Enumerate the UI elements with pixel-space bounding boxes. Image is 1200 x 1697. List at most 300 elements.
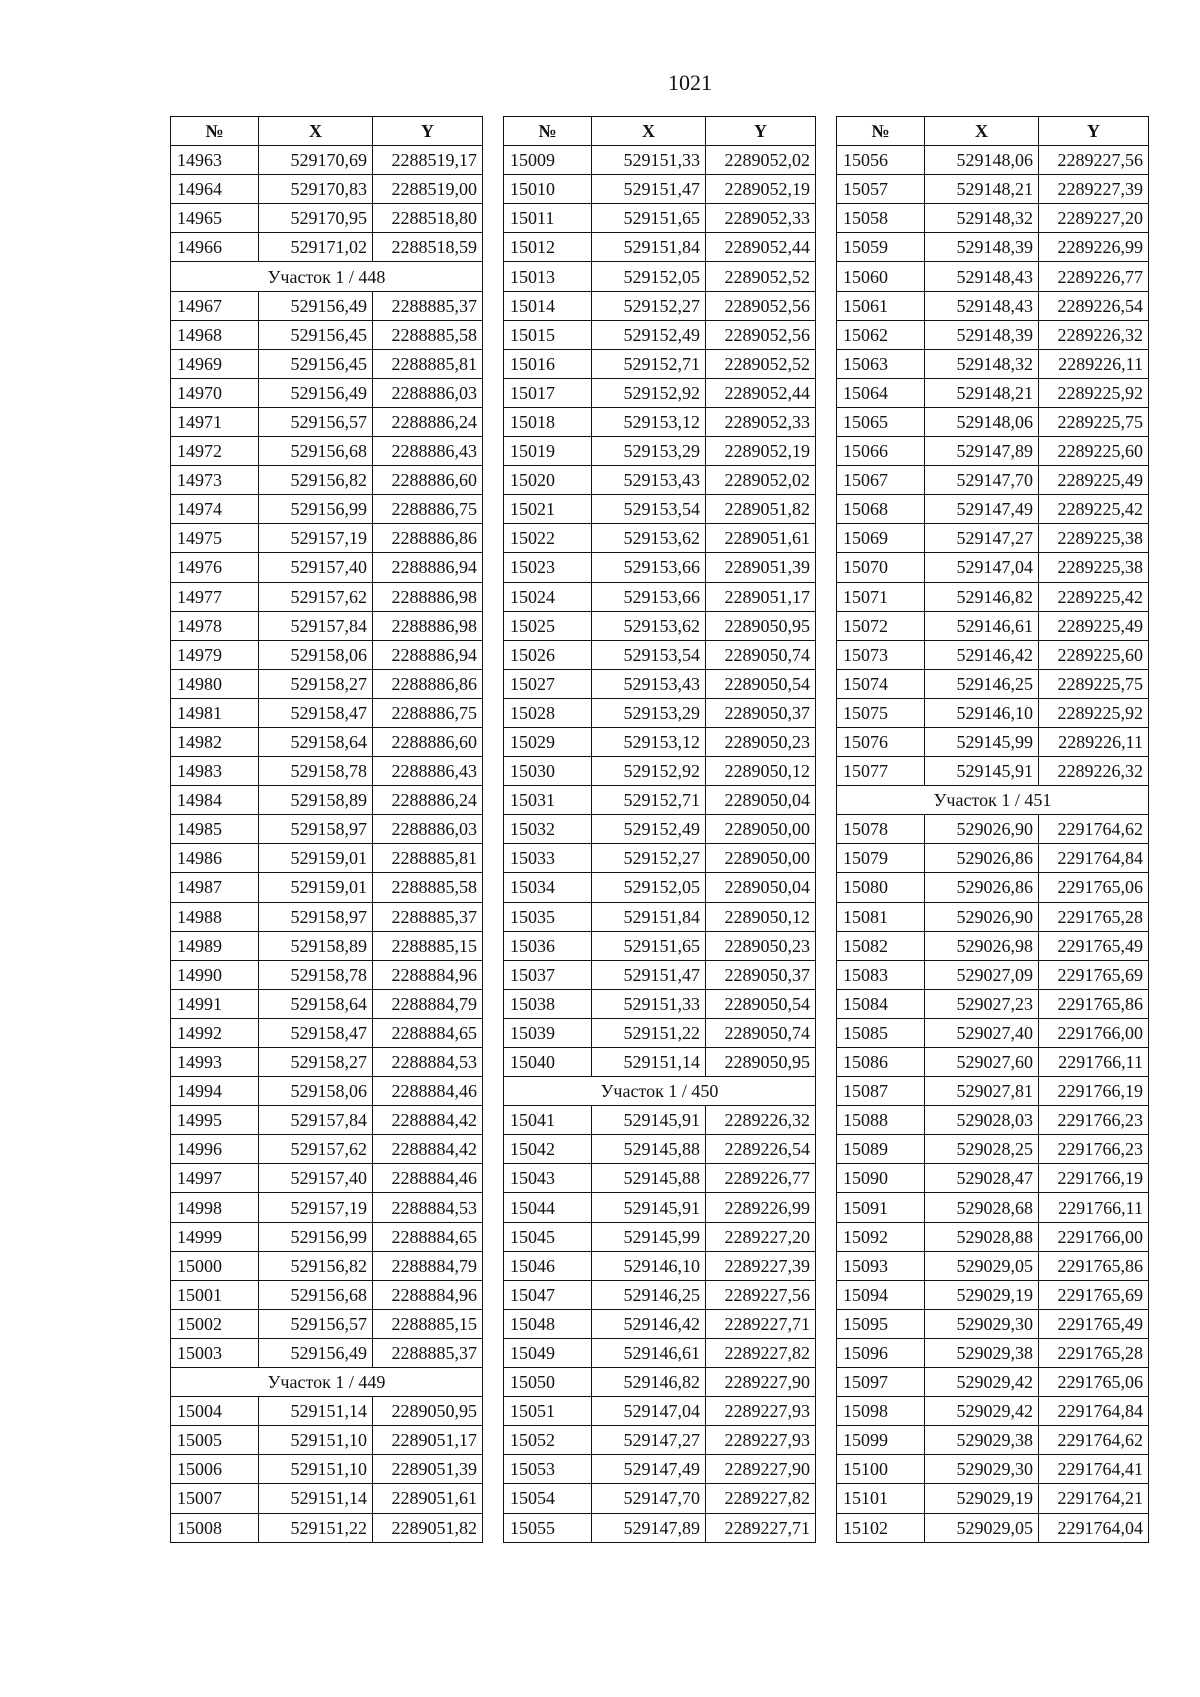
coordinate-table-3 [836, 116, 1149, 1543]
x-coordinate-cell: 529151,47 [592, 960, 706, 989]
point-number-cell: 15029 [504, 727, 592, 756]
y-coordinate-cell: 2289225,38 [1039, 524, 1149, 553]
table-row [837, 146, 1149, 175]
y-coordinate-cell: 2291764,41 [1039, 1455, 1149, 1484]
table-row [837, 902, 1149, 931]
point-number-cell: 15038 [504, 989, 592, 1018]
x-coordinate-cell: 529146,82 [592, 1368, 706, 1397]
y-coordinate-cell: 2291765,28 [1039, 1338, 1149, 1367]
point-number-cell: 15012 [504, 233, 592, 262]
y-coordinate-cell: 2289050,00 [706, 815, 816, 844]
y-coordinate-cell: 2288886,94 [373, 553, 483, 582]
point-number-cell: 15093 [837, 1251, 925, 1280]
point-number-cell: 14988 [171, 902, 259, 931]
y-coordinate-cell: 2289052,33 [706, 407, 816, 436]
y-coordinate-cell: 2288885,58 [373, 320, 483, 349]
y-coordinate-cell: 2288884,79 [373, 989, 483, 1018]
table-row [837, 378, 1149, 407]
y-coordinate-cell: 2289225,49 [1039, 466, 1149, 495]
y-coordinate-cell: 2289226,77 [1039, 262, 1149, 291]
x-coordinate-cell: 529148,06 [925, 407, 1039, 436]
table-row [504, 815, 816, 844]
y-coordinate-cell: 2288886,86 [373, 669, 483, 698]
y-coordinate-cell: 2289050,95 [706, 1048, 816, 1077]
x-coordinate-cell: 529147,89 [925, 437, 1039, 466]
table-row [837, 437, 1149, 466]
y-coordinate-cell: 2288884,96 [373, 1280, 483, 1309]
table-row [837, 1018, 1149, 1047]
table-row [504, 582, 816, 611]
x-coordinate-cell: 529145,88 [592, 1164, 706, 1193]
y-coordinate-cell: 2289052,44 [706, 233, 816, 262]
x-coordinate-cell: 529157,62 [259, 582, 373, 611]
y-coordinate-cell: 2289225,42 [1039, 582, 1149, 611]
table-row [504, 524, 816, 553]
x-coordinate-cell: 529147,70 [592, 1484, 706, 1513]
y-coordinate-cell: 2288886,60 [373, 466, 483, 495]
x-coordinate-cell: 529156,82 [259, 466, 373, 495]
x-coordinate-cell: 529152,27 [592, 844, 706, 873]
y-coordinate-cell: 2291765,49 [1039, 1309, 1149, 1338]
x-coordinate-cell: 529158,06 [259, 640, 373, 669]
y-coordinate-cell: 2291764,62 [1039, 815, 1149, 844]
y-coordinate-cell: 2289227,93 [706, 1426, 816, 1455]
x-coordinate-cell: 529148,39 [925, 233, 1039, 262]
point-number-cell: 15044 [504, 1193, 592, 1222]
x-coordinate-cell: 529026,98 [925, 931, 1039, 960]
table-row [504, 1426, 816, 1455]
x-coordinate-cell: 529158,27 [259, 1048, 373, 1077]
y-coordinate-cell: 2289227,39 [706, 1251, 816, 1280]
point-number-cell: 15019 [504, 437, 592, 466]
table-row [504, 1338, 816, 1367]
point-number-cell: 15025 [504, 611, 592, 640]
y-coordinate-cell: 2288884,42 [373, 1135, 483, 1164]
table-row [837, 349, 1149, 378]
table-row [171, 349, 483, 378]
x-coordinate-cell: 529151,14 [592, 1048, 706, 1077]
x-coordinate-cell: 529146,42 [592, 1309, 706, 1338]
section-label: Участок 1 / 451 [837, 786, 1149, 815]
table-row [504, 291, 816, 320]
point-number-cell: 15101 [837, 1484, 925, 1513]
x-coordinate-cell: 529156,49 [259, 378, 373, 407]
point-number-cell: 15020 [504, 466, 592, 495]
table-row [504, 175, 816, 204]
x-coordinate-cell: 529029,19 [925, 1484, 1039, 1513]
y-coordinate-cell: 2289227,20 [706, 1222, 816, 1251]
point-number-cell: 15095 [837, 1309, 925, 1338]
x-coordinate-cell: 529156,45 [259, 349, 373, 378]
x-coordinate-cell: 529152,92 [592, 757, 706, 786]
table-row [171, 1338, 483, 1367]
point-number-cell: 14979 [171, 640, 259, 669]
y-coordinate-cell: 2291764,84 [1039, 844, 1149, 873]
table-row [837, 175, 1149, 204]
point-number-cell: 15013 [504, 262, 592, 291]
y-coordinate-cell: 2289052,19 [706, 175, 816, 204]
x-coordinate-cell: 529158,64 [259, 989, 373, 1018]
point-number-cell: 14994 [171, 1077, 259, 1106]
y-coordinate-cell: 2289050,00 [706, 844, 816, 873]
point-number-cell: 14987 [171, 873, 259, 902]
table-row [171, 1484, 483, 1513]
point-number-cell: 15007 [171, 1484, 259, 1513]
coordinate-table-2 [503, 116, 816, 1543]
point-number-cell: 15057 [837, 175, 925, 204]
table-row [837, 1135, 1149, 1164]
y-coordinate-cell: 2289051,39 [706, 553, 816, 582]
table-row [504, 1135, 816, 1164]
x-coordinate-cell: 529170,69 [259, 146, 373, 175]
point-number-cell: 15085 [837, 1018, 925, 1047]
point-number-cell: 15023 [504, 553, 592, 582]
point-number-cell: 15079 [837, 844, 925, 873]
y-coordinate-cell: 2289227,71 [706, 1309, 816, 1338]
point-number-cell: 14973 [171, 466, 259, 495]
table-row [171, 1048, 483, 1077]
table-row [504, 844, 816, 873]
x-coordinate-cell: 529151,10 [259, 1455, 373, 1484]
y-coordinate-cell: 2288518,80 [373, 204, 483, 233]
point-number-cell: 14976 [171, 553, 259, 582]
table-row [171, 1455, 483, 1484]
x-coordinate-cell: 529029,42 [925, 1397, 1039, 1426]
x-coordinate-cell: 529156,99 [259, 495, 373, 524]
y-coordinate-cell: 2288884,46 [373, 1077, 483, 1106]
table-row [171, 873, 483, 902]
x-coordinate-cell: 529151,22 [592, 1018, 706, 1047]
x-coordinate-cell: 529157,40 [259, 553, 373, 582]
table-row [171, 757, 483, 786]
table-row [837, 1368, 1149, 1397]
y-coordinate-cell: 2291765,06 [1039, 873, 1149, 902]
table-row [171, 1222, 483, 1251]
y-coordinate-cell: 2288519,00 [373, 175, 483, 204]
y-coordinate-cell: 2289052,56 [706, 291, 816, 320]
table-row [837, 1193, 1149, 1222]
table-row [837, 1106, 1149, 1135]
x-coordinate-cell: 529156,82 [259, 1251, 373, 1280]
point-number-cell: 15074 [837, 669, 925, 698]
x-coordinate-cell: 529151,65 [592, 931, 706, 960]
header-y: Y [706, 117, 816, 146]
y-coordinate-cell: 2289226,32 [1039, 320, 1149, 349]
y-coordinate-cell: 2289226,32 [1039, 757, 1149, 786]
y-coordinate-cell: 2288885,37 [373, 1338, 483, 1367]
header-row [504, 117, 816, 146]
point-number-cell: 14967 [171, 291, 259, 320]
x-coordinate-cell: 529156,99 [259, 1222, 373, 1251]
x-coordinate-cell: 529146,25 [592, 1280, 706, 1309]
point-number-cell: 15051 [504, 1397, 592, 1426]
point-number-cell: 14975 [171, 524, 259, 553]
x-coordinate-cell: 529158,97 [259, 902, 373, 931]
table-row [504, 349, 816, 378]
y-coordinate-cell: 2288884,46 [373, 1164, 483, 1193]
y-coordinate-cell: 2289226,11 [1039, 727, 1149, 756]
x-coordinate-cell: 529156,57 [259, 1309, 373, 1338]
y-coordinate-cell: 2289052,52 [706, 349, 816, 378]
point-number-cell: 14970 [171, 378, 259, 407]
y-coordinate-cell: 2289051,82 [706, 495, 816, 524]
x-coordinate-cell: 529153,43 [592, 669, 706, 698]
table-row [504, 1513, 816, 1542]
y-coordinate-cell: 2288886,98 [373, 611, 483, 640]
point-number-cell: 14999 [171, 1222, 259, 1251]
header-row [171, 117, 483, 146]
table-row [171, 175, 483, 204]
x-coordinate-cell: 529147,89 [592, 1513, 706, 1542]
x-coordinate-cell: 529026,90 [925, 902, 1039, 931]
point-number-cell: 14978 [171, 611, 259, 640]
x-coordinate-cell: 529145,91 [925, 757, 1039, 786]
x-coordinate-cell: 529157,19 [259, 524, 373, 553]
point-number-cell: 14963 [171, 146, 259, 175]
y-coordinate-cell: 2289226,54 [706, 1135, 816, 1164]
x-coordinate-cell: 529156,68 [259, 437, 373, 466]
point-number-cell: 15032 [504, 815, 592, 844]
x-coordinate-cell: 529027,81 [925, 1077, 1039, 1106]
point-number-cell: 15006 [171, 1455, 259, 1484]
point-number-cell: 15021 [504, 495, 592, 524]
table-row [171, 495, 483, 524]
y-coordinate-cell: 2289227,82 [706, 1484, 816, 1513]
point-number-cell: 14980 [171, 669, 259, 698]
table-row [504, 1018, 816, 1047]
point-number-cell: 15073 [837, 640, 925, 669]
x-coordinate-cell: 529151,14 [259, 1397, 373, 1426]
table-row [837, 727, 1149, 756]
table-row [171, 902, 483, 931]
point-number-cell: 15046 [504, 1251, 592, 1280]
y-coordinate-cell: 2288886,43 [373, 757, 483, 786]
x-coordinate-cell: 529151,10 [259, 1426, 373, 1455]
x-coordinate-cell: 529028,03 [925, 1106, 1039, 1135]
x-coordinate-cell: 529029,05 [925, 1251, 1039, 1280]
table-row [504, 1309, 816, 1338]
point-number-cell: 15000 [171, 1251, 259, 1280]
table-row [504, 757, 816, 786]
y-coordinate-cell: 2289051,61 [373, 1484, 483, 1513]
table-row [837, 1426, 1149, 1455]
point-number-cell: 15089 [837, 1135, 925, 1164]
point-number-cell: 14986 [171, 844, 259, 873]
table-row [504, 495, 816, 524]
x-coordinate-cell: 529152,71 [592, 349, 706, 378]
y-coordinate-cell: 2291766,19 [1039, 1164, 1149, 1193]
point-number-cell: 14966 [171, 233, 259, 262]
point-number-cell: 15033 [504, 844, 592, 873]
point-number-cell: 14981 [171, 698, 259, 727]
y-coordinate-cell: 2291765,69 [1039, 960, 1149, 989]
table-row [504, 611, 816, 640]
y-coordinate-cell: 2289050,95 [706, 611, 816, 640]
x-coordinate-cell: 529158,27 [259, 669, 373, 698]
y-coordinate-cell: 2288886,24 [373, 407, 483, 436]
y-coordinate-cell: 2288886,43 [373, 437, 483, 466]
table-row [837, 844, 1149, 873]
x-coordinate-cell: 529157,84 [259, 1106, 373, 1135]
point-number-cell: 15078 [837, 815, 925, 844]
x-coordinate-cell: 529157,62 [259, 1135, 373, 1164]
table-row [171, 844, 483, 873]
x-coordinate-cell: 529153,29 [592, 437, 706, 466]
table-row [171, 146, 483, 175]
point-number-cell: 14992 [171, 1018, 259, 1047]
table-row [837, 320, 1149, 349]
point-number-cell: 15048 [504, 1309, 592, 1338]
table-row [171, 1135, 483, 1164]
x-coordinate-cell: 529148,32 [925, 204, 1039, 233]
x-coordinate-cell: 529157,40 [259, 1164, 373, 1193]
point-number-cell: 15014 [504, 291, 592, 320]
y-coordinate-cell: 2289050,04 [706, 873, 816, 902]
x-coordinate-cell: 529148,39 [925, 320, 1039, 349]
x-coordinate-cell: 529158,78 [259, 960, 373, 989]
x-coordinate-cell: 529145,99 [592, 1222, 706, 1251]
y-coordinate-cell: 2291765,86 [1039, 1251, 1149, 1280]
point-number-cell: 15001 [171, 1280, 259, 1309]
y-coordinate-cell: 2291766,11 [1039, 1193, 1149, 1222]
point-number-cell: 15087 [837, 1077, 925, 1106]
y-coordinate-cell: 2289225,38 [1039, 553, 1149, 582]
x-coordinate-cell: 529027,23 [925, 989, 1039, 1018]
x-coordinate-cell: 529147,04 [592, 1397, 706, 1426]
table-row [171, 437, 483, 466]
section-row [171, 262, 483, 291]
point-number-cell: 14965 [171, 204, 259, 233]
point-number-cell: 14997 [171, 1164, 259, 1193]
point-number-cell: 15091 [837, 1193, 925, 1222]
x-coordinate-cell: 529158,97 [259, 815, 373, 844]
y-coordinate-cell: 2291766,23 [1039, 1135, 1149, 1164]
x-coordinate-cell: 529153,66 [592, 553, 706, 582]
y-coordinate-cell: 2289050,37 [706, 698, 816, 727]
y-coordinate-cell: 2289227,56 [1039, 146, 1149, 175]
y-coordinate-cell: 2289227,82 [706, 1338, 816, 1367]
table-row [504, 1280, 816, 1309]
y-coordinate-cell: 2289226,11 [1039, 349, 1149, 378]
table-row [837, 815, 1149, 844]
x-coordinate-cell: 529153,54 [592, 495, 706, 524]
point-number-cell: 14972 [171, 437, 259, 466]
table-row [504, 1455, 816, 1484]
y-coordinate-cell: 2288885,58 [373, 873, 483, 902]
x-coordinate-cell: 529027,40 [925, 1018, 1039, 1047]
table-row [504, 1164, 816, 1193]
table-row [171, 1193, 483, 1222]
table-row [837, 611, 1149, 640]
point-number-cell: 15086 [837, 1048, 925, 1077]
x-coordinate-cell: 529152,05 [592, 262, 706, 291]
point-number-cell: 15076 [837, 727, 925, 756]
point-number-cell: 15065 [837, 407, 925, 436]
x-coordinate-cell: 529158,89 [259, 931, 373, 960]
x-coordinate-cell: 529146,42 [925, 640, 1039, 669]
section-row [504, 1077, 816, 1106]
table-row [504, 873, 816, 902]
x-coordinate-cell: 529156,49 [259, 1338, 373, 1367]
y-coordinate-cell: 2288885,15 [373, 931, 483, 960]
y-coordinate-cell: 2288885,37 [373, 902, 483, 931]
y-coordinate-cell: 2289050,23 [706, 931, 816, 960]
point-number-cell: 14990 [171, 960, 259, 989]
y-coordinate-cell: 2289050,95 [373, 1397, 483, 1426]
x-coordinate-cell: 529027,09 [925, 960, 1039, 989]
point-number-cell: 15047 [504, 1280, 592, 1309]
x-coordinate-cell: 529028,47 [925, 1164, 1039, 1193]
table-row [171, 466, 483, 495]
point-number-cell: 14983 [171, 757, 259, 786]
y-coordinate-cell: 2289225,92 [1039, 378, 1149, 407]
table-row [837, 1397, 1149, 1426]
y-coordinate-cell: 2288884,42 [373, 1106, 483, 1135]
y-coordinate-cell: 2289050,12 [706, 757, 816, 786]
y-coordinate-cell: 2289050,12 [706, 902, 816, 931]
point-number-cell: 15090 [837, 1164, 925, 1193]
table-row [837, 1077, 1149, 1106]
table-row [504, 1193, 816, 1222]
point-number-cell: 14984 [171, 786, 259, 815]
table-row [504, 902, 816, 931]
table-row [504, 698, 816, 727]
point-number-cell: 14991 [171, 989, 259, 1018]
y-coordinate-cell: 2288886,03 [373, 378, 483, 407]
x-coordinate-cell: 529147,70 [925, 466, 1039, 495]
y-coordinate-cell: 2291766,23 [1039, 1106, 1149, 1135]
y-coordinate-cell: 2288885,37 [373, 291, 483, 320]
y-coordinate-cell: 2288884,53 [373, 1048, 483, 1077]
x-coordinate-cell: 529159,01 [259, 873, 373, 902]
y-coordinate-cell: 2288519,17 [373, 146, 483, 175]
x-coordinate-cell: 529028,88 [925, 1222, 1039, 1251]
y-coordinate-cell: 2289227,90 [706, 1368, 816, 1397]
x-coordinate-cell: 529027,60 [925, 1048, 1039, 1077]
table-row [837, 233, 1149, 262]
x-coordinate-cell: 529153,43 [592, 466, 706, 495]
x-coordinate-cell: 529151,84 [592, 902, 706, 931]
x-coordinate-cell: 529146,61 [925, 611, 1039, 640]
point-number-cell: 15077 [837, 757, 925, 786]
table-row [837, 960, 1149, 989]
y-coordinate-cell: 2291764,21 [1039, 1484, 1149, 1513]
point-number-cell: 14971 [171, 407, 259, 436]
point-number-cell: 14969 [171, 349, 259, 378]
x-coordinate-cell: 529147,49 [925, 495, 1039, 524]
point-number-cell: 15028 [504, 698, 592, 727]
point-number-cell: 15075 [837, 698, 925, 727]
y-coordinate-cell: 2289050,54 [706, 669, 816, 698]
x-coordinate-cell: 529152,27 [592, 291, 706, 320]
x-coordinate-cell: 529148,43 [925, 291, 1039, 320]
header-number: № [171, 117, 259, 146]
y-coordinate-cell: 2289050,74 [706, 1018, 816, 1047]
table-row [837, 553, 1149, 582]
point-number-cell: 15088 [837, 1106, 925, 1135]
y-coordinate-cell: 2289227,39 [1039, 175, 1149, 204]
point-number-cell: 15054 [504, 1484, 592, 1513]
point-number-cell: 15027 [504, 669, 592, 698]
x-coordinate-cell: 529151,14 [259, 1484, 373, 1513]
y-coordinate-cell: 2289227,20 [1039, 204, 1149, 233]
y-coordinate-cell: 2289051,17 [373, 1426, 483, 1455]
table-row [837, 1048, 1149, 1077]
x-coordinate-cell: 529153,12 [592, 727, 706, 756]
table-row [504, 640, 816, 669]
table-row [171, 1251, 483, 1280]
point-number-cell: 15002 [171, 1309, 259, 1338]
